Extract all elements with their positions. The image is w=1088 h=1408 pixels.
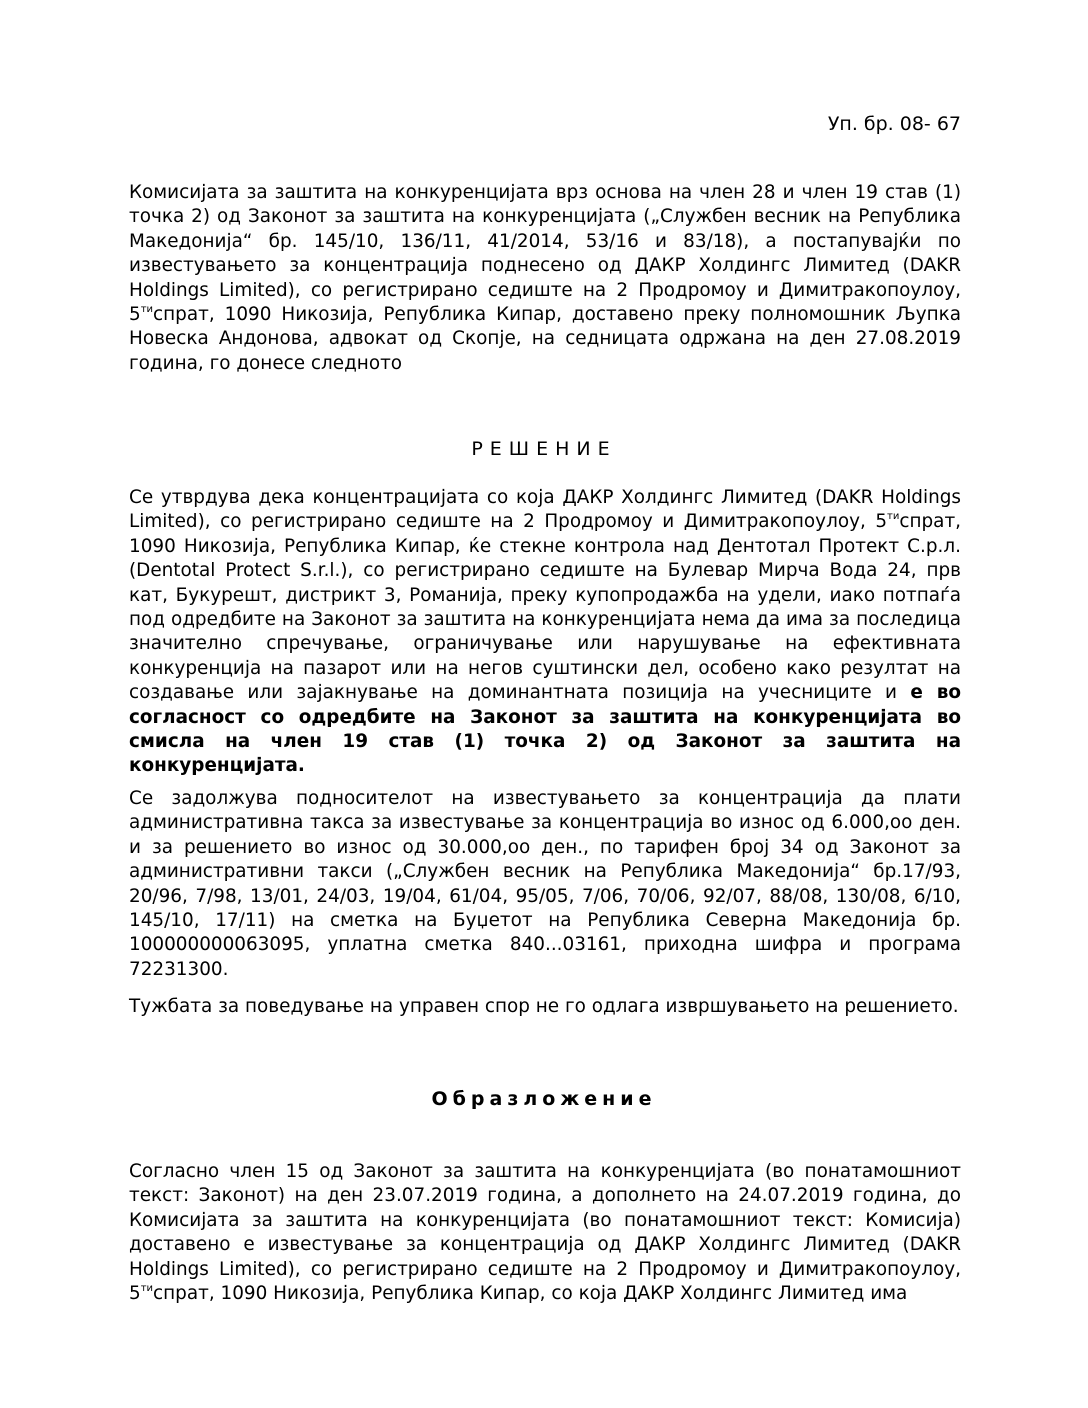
intro-text-b: спрат, 1090 Никозија, Република Кипар, доставено преку полномошник Љупка Новеска Андонова, адвокат од Скопје, на седницата одржана на ден 27.08.2019 година, го донесе следното xyxy=(129,304,961,374)
intro-paragraph xyxy=(129,181,961,376)
decision-superscript: ти xyxy=(887,511,900,523)
intro-text-a: Комисијата за заштита на конкуренцијата врз основа на член 28 и член 19 став (1) точка 2) од Законот за заштита на конкуренцијата („Службен весник на Република Македонија“ бр. 145/10, 136/11, 41/2014, 53/16 и 83/18), а постапувајќи по известувањето за концентрација поднесено од ДАКР Холдингс Лимитед (DAKR Holdings Limited), со регистрирано седиште на 2 Продромоу и Димитракопоулоу, 5 xyxy=(129,182,961,326)
decision-text-b: спрат, 1090 Никозија, Република Кипар, ќе стекне контрола над Дентотал Протект С.р.л. (Dentotal Protect S.r.l.), со регистрирано седиште на Булевар Мирча Вода 24, прв кат, Букурешт, дистрикт 3, Романија, преку купопродажба на удели, иако потпаѓа под одредбите на Законот за заштита на конкуренцијата нема да има за последица значително спречување, ограничување или нарушување на ефективната конкуренција на пазарот или на негов суштински дел, особено како резултат на создавање или зајакнување на доминантната позиција на учесниците и xyxy=(129,511,961,704)
decision-heading: РЕШЕНИЕ xyxy=(471,438,617,460)
fee-paragraph: Се задолжува подносителот на известувањето за концентрација да плати административна такса за известување за концентрација во износ од 6.000,оо ден. и за решението во износ од 30.000,оо ден., по тарифен број 34 од Законот за административни такси („Службен весник на Република Македонија“ бр.17/93, 20/96, 7/98, 13/01, 24/03, 19/04, 61/04, 95/05, 7/06, 70/06, 92/07, 88/08, 130/08, 6/10, 145/10, 17/11) на сметка на Буџетот на Република Северна Македонија бр. 100000000063095, уплатна сметка 840...03161, приходна шифра и програма 72231300. xyxy=(129,788,961,980)
intro-superscript: ти xyxy=(140,304,154,316)
reference-number: Уп. бр. 08- 67 xyxy=(827,113,961,135)
reasoning-superscript: ти xyxy=(140,1283,154,1295)
reasoning-heading: Образложение xyxy=(431,1088,657,1110)
reasoning-text-a: Согласно член 15 од Законот за заштита на конкуренцијата (во понатамошниот текст: Законот) на ден 23.07.2019 година, а дополнето на 24.07.2019 година, до Комисијата за заштита на конкуренцијата (во понатамошниот текст: Комисија) доставено е известување за концентрација од ДАКР Холдингс Лимитед (DAKR Holdings Limited), со регистрирано седиште на 2 Продромоу и Димитракопоулоу, 5 xyxy=(129,1161,961,1305)
reasoning-paragraph xyxy=(129,1160,961,1306)
decision-text-a: Се утврдува дека концентрацијата со која ДАКР Холдингс Лимитед (DAKR Holdings Limited), со регистрирано седиште на 2 Продромоу и Димитракопоулоу, 5 xyxy=(129,487,961,533)
decision-bold-text: е во согласност со одредбите на Законот за заштита на конкуренцијата во смисла на член 19 став (1) точка 2) од Законот за заштита на конкуренцијата. xyxy=(129,682,961,777)
appeal-paragraph: Тужбата за поведување на управен спор не го одлага извршувањето на решението. xyxy=(129,996,959,1017)
decision-paragraph xyxy=(129,486,961,779)
reasoning-text-b: спрат, 1090 Никозија, Република Кипар, со која ДАКР Холдингс Лимитед има xyxy=(153,1283,908,1305)
